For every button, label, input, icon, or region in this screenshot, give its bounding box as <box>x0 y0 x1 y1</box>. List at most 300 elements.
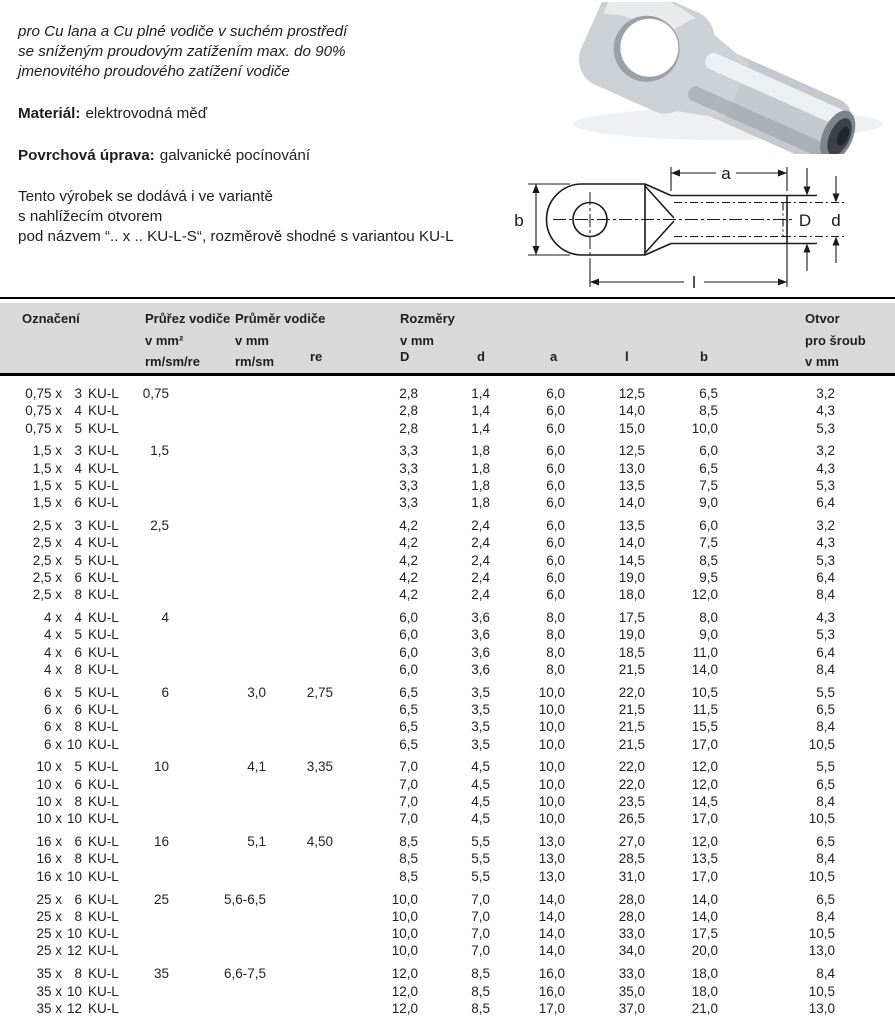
designation-number-cell: 5 <box>74 759 82 775</box>
designation-number-cell: 3 <box>74 518 82 534</box>
designation-number-cell: 8 <box>74 661 82 677</box>
designation-number-cell: 10 <box>66 983 82 999</box>
dim-l-cell: 22,0 <box>618 759 645 775</box>
dim-d-cell: 1,4 <box>471 386 490 401</box>
header-line: v mm <box>235 332 269 348</box>
dim-l-cell: 34,0 <box>618 943 645 959</box>
header-line: Otvor <box>805 311 840 326</box>
designation-number-cell: 8 <box>74 908 82 924</box>
diameter-rm-sm-cell <box>169 534 272 551</box>
dim-b-cell: 6,0 <box>699 518 718 534</box>
designation-suffix-cell: KU-L <box>88 644 119 660</box>
screw-hole-cell: 3,2 <box>816 518 835 534</box>
dimension-diagram <box>498 158 895 300</box>
dim-D-cell: 12,0 <box>391 966 418 982</box>
dim-D-cell: 7,0 <box>399 759 418 775</box>
designation-size-cell: 10 x <box>36 759 62 775</box>
dim-l-cell: 28,0 <box>618 891 645 907</box>
designation-number-cell: 8 <box>74 719 82 735</box>
table-row <box>0 833 895 850</box>
dim-a-cell: 6,0 <box>546 569 565 585</box>
dim-D-cell: 6,5 <box>399 719 418 735</box>
table-row <box>0 517 895 534</box>
diameter-rm-sm-cell: 4,1 <box>247 759 266 775</box>
diameter-re-cell <box>272 850 337 867</box>
designation-size-cell: 2,5 x <box>32 518 62 534</box>
dim-b-cell: 15,5 <box>691 719 718 735</box>
dim-a-cell: 14,0 <box>538 908 565 924</box>
designation-number-cell: 10 <box>66 736 82 752</box>
header-line: v mm <box>805 354 839 369</box>
row-group <box>0 517 895 603</box>
row-group <box>0 385 895 437</box>
designation-size-cell: 10 x <box>36 794 62 810</box>
designation-number-cell: 6 <box>74 569 82 585</box>
designation-size-cell: 6 x <box>43 736 62 752</box>
diameter-rm-sm-cell <box>169 477 272 494</box>
diameter-rm-sm-cell <box>169 644 272 661</box>
dim-a-cell: 16,0 <box>538 966 565 982</box>
dim-d-cell: 4,5 <box>471 811 490 827</box>
designation-suffix-cell: KU-L <box>88 736 119 752</box>
dim-a-cell: 6,0 <box>546 552 565 568</box>
screw-hole-cell: 10,5 <box>808 983 835 999</box>
dim-l-cell: 33,0 <box>618 966 645 982</box>
diameter-rm-sm-cell: 6,6-7,5 <box>223 966 266 982</box>
header-cross-section <box>145 308 230 373</box>
diameter-re-cell <box>272 942 337 959</box>
designation-size-cell: 16 x <box>36 868 62 884</box>
table-row <box>0 402 895 419</box>
screw-hole-cell: 3,2 <box>816 386 835 401</box>
dim-D-cell: 4,2 <box>399 518 418 534</box>
designation-suffix-cell: KU-L <box>88 926 119 942</box>
dim-a-cell: 6,0 <box>546 460 565 476</box>
table-row <box>0 534 895 551</box>
dim-d-cell: 7,0 <box>471 943 490 959</box>
screw-hole-cell: 5,3 <box>816 477 835 493</box>
designation-number-cell: 6 <box>74 702 82 718</box>
diameter-rm-sm-cell <box>169 701 272 718</box>
dim-d-cell: 1,4 <box>471 420 490 436</box>
diameter-rm-sm-cell: 3,0 <box>247 684 266 700</box>
cross-section-cell <box>140 942 169 959</box>
usage-note <box>18 22 347 82</box>
cross-section-cell <box>140 983 169 1000</box>
designation-number-cell: 5 <box>74 477 82 493</box>
table-row <box>0 644 895 661</box>
designation-suffix-cell: KU-L <box>88 868 119 884</box>
designation-suffix-cell: KU-L <box>88 569 119 585</box>
designation-size-cell: 1,5 x <box>32 495 62 511</box>
dim-D-cell: 10,0 <box>391 926 418 942</box>
designation-size-cell: 16 x <box>36 834 62 850</box>
designation-size-cell: 6 x <box>43 719 62 735</box>
dim-l-cell: 31,0 <box>618 868 645 884</box>
table-row <box>0 758 895 775</box>
dim-D-cell: 3,3 <box>399 443 418 459</box>
cross-section-cell: 16 <box>153 834 169 850</box>
variant-note-line: Tento výrobek se dodává i ve variantě <box>18 188 273 205</box>
dim-D-cell: 12,0 <box>391 983 418 999</box>
header-line: Rozměry <box>400 311 455 326</box>
dim-a-cell: 14,0 <box>538 926 565 942</box>
table-row <box>0 442 895 459</box>
dim-a-cell: 6,0 <box>546 495 565 511</box>
dim-d-cell: 2,4 <box>471 569 490 585</box>
dim-b-cell: 20,0 <box>691 943 718 959</box>
diameter-re-cell <box>272 736 337 753</box>
diameter-re-cell <box>272 552 337 569</box>
designation-suffix-cell: KU-L <box>88 834 119 850</box>
dim-a-cell: 8,0 <box>546 610 565 626</box>
dim-b-cell: 10,5 <box>691 684 718 700</box>
designation-number-cell: 6 <box>74 776 82 792</box>
cross-section-cell <box>140 477 169 494</box>
dim-b-cell: 7,5 <box>699 477 718 493</box>
header-dim-b: b <box>700 348 708 364</box>
dim-D-cell: 2,8 <box>399 420 418 436</box>
designation-suffix-cell: KU-L <box>88 661 119 677</box>
dim-d-cell: 7,0 <box>471 926 490 942</box>
dim-l-cell: 14,0 <box>618 495 645 511</box>
dim-a-cell: 6,0 <box>546 518 565 534</box>
dim-l-cell: 22,0 <box>618 776 645 792</box>
dim-a-cell: 6,0 <box>546 587 565 603</box>
dim-d-cell: 2,4 <box>471 587 490 603</box>
designation-suffix-cell: KU-L <box>88 943 119 959</box>
screw-hole-cell: 6,5 <box>816 776 835 792</box>
designation-suffix-cell: KU-L <box>88 552 119 568</box>
designation-suffix-cell: KU-L <box>88 719 119 735</box>
usage-note-line: jmenovitého proudového zatížení vodiče <box>18 63 290 80</box>
designation-number-cell: 5 <box>74 627 82 643</box>
cross-section-cell <box>140 736 169 753</box>
diameter-re-cell <box>272 661 337 678</box>
screw-hole-cell: 5,3 <box>816 627 835 643</box>
dim-d-cell: 3,5 <box>471 684 490 700</box>
screw-hole-cell: 5,3 <box>816 420 835 436</box>
dim-b-cell: 12,0 <box>691 834 718 850</box>
table-row <box>0 850 895 867</box>
screw-hole-cell: 5,5 <box>816 759 835 775</box>
table-row <box>0 626 895 643</box>
screw-hole-cell: 5,5 <box>816 684 835 700</box>
designation-number-cell: 5 <box>74 420 82 436</box>
designation-number-cell: 8 <box>74 851 82 867</box>
dim-d-cell: 1,8 <box>471 460 490 476</box>
dim-b-cell: 14,0 <box>691 891 718 907</box>
dim-label-d: d <box>831 211 841 230</box>
dim-a-cell: 6,0 <box>546 386 565 401</box>
dim-d-cell: 3,6 <box>471 627 490 643</box>
dim-D-cell: 8,5 <box>399 851 418 867</box>
designation-suffix-cell: KU-L <box>88 495 119 511</box>
dim-d-cell: 2,4 <box>471 535 490 551</box>
cross-section-cell <box>140 586 169 603</box>
diameter-rm-sm-cell <box>169 609 272 626</box>
dim-a-cell: 8,0 <box>546 661 565 677</box>
diameter-re-cell <box>272 965 337 982</box>
designation-suffix-cell: KU-L <box>88 518 119 534</box>
dim-D-cell: 6,5 <box>399 684 418 700</box>
table-row <box>0 477 895 494</box>
designation-suffix-cell: KU-L <box>88 1000 119 1016</box>
dim-b-cell: 9,5 <box>699 569 718 585</box>
designation-number-cell: 4 <box>74 535 82 551</box>
cross-section-cell <box>140 534 169 551</box>
diameter-rm-sm-cell <box>169 925 272 942</box>
surface-label: Povrchová úprava: <box>18 147 155 164</box>
dim-d-cell: 2,4 <box>471 552 490 568</box>
table-row <box>0 942 895 959</box>
diameter-re-cell: 4,50 <box>306 834 333 850</box>
dim-D-cell: 3,3 <box>399 495 418 511</box>
dim-b-cell: 8,0 <box>699 610 718 626</box>
dim-a-cell: 10,0 <box>538 811 565 827</box>
designation-number-cell: 10 <box>66 811 82 827</box>
dim-l-cell: 14,0 <box>618 403 645 419</box>
designation-size-cell: 35 x <box>36 1000 62 1016</box>
diameter-re-cell <box>272 402 337 419</box>
dim-d-cell: 4,5 <box>471 759 490 775</box>
diameter-re-cell <box>272 609 337 626</box>
dim-D-cell: 6,0 <box>399 644 418 660</box>
dim-d-cell: 1,8 <box>471 495 490 511</box>
cross-section-cell: 2,5 <box>150 518 169 534</box>
designation-size-cell: 1,5 x <box>32 443 62 459</box>
row-group <box>0 684 895 753</box>
diameter-re-cell <box>272 793 337 810</box>
screw-hole-cell: 8,4 <box>816 661 835 677</box>
cross-section-cell <box>140 626 169 643</box>
designation-number-cell: 5 <box>74 684 82 700</box>
designation-number-cell: 8 <box>74 794 82 810</box>
diameter-rm-sm-cell <box>169 776 272 793</box>
dim-l-cell: 37,0 <box>618 1000 645 1016</box>
screw-hole-cell: 3,2 <box>816 443 835 459</box>
diameter-rm-sm-cell <box>169 460 272 477</box>
diameter-rm-sm-cell <box>169 850 272 867</box>
designation-size-cell: 35 x <box>36 983 62 999</box>
dim-l-cell: 28,5 <box>618 851 645 867</box>
screw-hole-cell: 6,4 <box>816 495 835 511</box>
dim-l-cell: 21,5 <box>618 702 645 718</box>
usage-note-line: pro Cu lana a Cu plné vodiče v suchém prostředí <box>18 23 348 40</box>
diameter-rm-sm-cell <box>169 1000 272 1017</box>
dim-l-cell: 28,0 <box>618 908 645 924</box>
product-photo <box>548 2 893 154</box>
dim-a-cell: 14,0 <box>538 891 565 907</box>
designation-number-cell: 8 <box>74 966 82 982</box>
dim-l-cell: 35,0 <box>618 983 645 999</box>
diameter-re-cell <box>272 1000 337 1017</box>
cross-section-cell <box>140 569 169 586</box>
diameter-rm-sm-cell <box>169 661 272 678</box>
material-value: elektrovodná měď <box>85 105 208 122</box>
surface-value: galvanické pocínování <box>159 147 311 164</box>
designation-size-cell: 35 x <box>36 966 62 982</box>
screw-hole-cell: 10,5 <box>808 868 835 884</box>
screw-hole-cell: 8,4 <box>816 794 835 810</box>
table-row <box>0 609 895 626</box>
dim-b-cell: 10,0 <box>691 420 718 436</box>
dim-l-cell: 13,0 <box>618 460 645 476</box>
dim-l-cell: 17,5 <box>618 610 645 626</box>
dim-b-cell: 6,5 <box>699 460 718 476</box>
dim-D-cell: 3,3 <box>399 460 418 476</box>
material-line <box>18 105 207 122</box>
header-line: rm/sm <box>235 354 275 369</box>
table-row <box>0 1000 895 1017</box>
designation-number-cell: 6 <box>74 834 82 850</box>
dim-b-cell: 11,0 <box>692 644 718 660</box>
designation-suffix-cell: KU-L <box>88 420 119 436</box>
designation-suffix-cell: KU-L <box>88 627 119 643</box>
header-dim-d: d <box>477 348 485 364</box>
designation-suffix-cell: KU-L <box>88 702 119 718</box>
dim-D-cell: 4,2 <box>399 587 418 603</box>
cross-section-cell <box>140 420 169 437</box>
screw-hole-cell: 6,5 <box>816 891 835 907</box>
designation-suffix-cell: KU-L <box>88 477 119 493</box>
dim-d-cell: 8,5 <box>471 1000 490 1016</box>
designation-suffix-cell: KU-L <box>88 460 119 476</box>
screw-hole-cell: 6,4 <box>816 569 835 585</box>
dim-D-cell: 6,0 <box>399 627 418 643</box>
screw-hole-cell: 8,4 <box>816 851 835 867</box>
dim-l-cell: 14,5 <box>618 552 645 568</box>
header-line: rm/sm/re <box>145 354 200 369</box>
designation-number-cell: 4 <box>74 403 82 419</box>
table-row <box>0 908 895 925</box>
dim-d-cell: 4,5 <box>471 794 490 810</box>
header-dim-a: a <box>550 348 558 364</box>
diameter-re-cell <box>272 534 337 551</box>
diameter-re-cell <box>272 477 337 494</box>
table-row <box>0 736 895 753</box>
cross-section-cell <box>140 908 169 925</box>
designation-suffix-cell: KU-L <box>88 684 119 700</box>
designation-suffix-cell: KU-L <box>88 386 119 401</box>
diameter-re-cell <box>272 644 337 661</box>
dim-D-cell: 6,0 <box>399 661 418 677</box>
dim-a-cell: 10,0 <box>538 719 565 735</box>
designation-size-cell: 2,5 x <box>32 552 62 568</box>
diameter-rm-sm-cell: 5,1 <box>247 834 266 850</box>
dim-a-cell: 10,0 <box>538 736 565 752</box>
screw-hole-cell: 8,4 <box>816 719 835 735</box>
dim-a-cell: 10,0 <box>538 684 565 700</box>
dim-d-cell: 5,5 <box>471 868 490 884</box>
screw-hole-cell: 13,0 <box>808 943 835 959</box>
dim-d-cell: 8,5 <box>471 983 490 999</box>
screw-hole-cell: 4,3 <box>816 535 835 551</box>
designation-size-cell: 2,5 x <box>32 569 62 585</box>
dim-b-cell: 17,0 <box>691 868 718 884</box>
dim-d-cell: 1,8 <box>471 443 490 459</box>
table-row <box>0 718 895 735</box>
dim-D-cell: 6,0 <box>399 610 418 626</box>
cross-section-cell <box>140 793 169 810</box>
table-row <box>0 793 895 810</box>
dim-b-cell: 17,5 <box>691 926 718 942</box>
designation-size-cell: 1,5 x <box>32 460 62 476</box>
diameter-re-cell <box>272 586 337 603</box>
dim-l-cell: 19,0 <box>618 627 645 643</box>
designation-number-cell: 3 <box>74 443 82 459</box>
designation-number-cell: 10 <box>66 926 82 942</box>
dim-l-cell: 13,5 <box>618 477 645 493</box>
dim-b-cell: 9,0 <box>699 627 718 643</box>
designation-suffix-cell: KU-L <box>88 610 119 626</box>
designation-size-cell: 10 x <box>36 776 62 792</box>
designation-suffix-cell: KU-L <box>88 535 119 551</box>
dim-D-cell: 12,0 <box>391 1000 418 1016</box>
designation-size-cell: 25 x <box>36 908 62 924</box>
dim-D-cell: 8,5 <box>399 868 418 884</box>
dim-b-cell: 18,0 <box>691 966 718 982</box>
diameter-rm-sm-cell <box>169 385 272 402</box>
diameter-re-cell <box>272 626 337 643</box>
diameter-re-cell: 2,75 <box>306 684 333 700</box>
dim-label-l: l <box>692 273 696 292</box>
dim-D-cell: 3,3 <box>399 477 418 493</box>
diameter-rm-sm-cell <box>169 552 272 569</box>
screw-hole-cell: 10,5 <box>808 736 835 752</box>
row-group <box>0 833 895 885</box>
dim-D-cell: 6,5 <box>399 736 418 752</box>
designation-number-cell: 12 <box>66 1000 82 1016</box>
dim-l-cell: 13,5 <box>618 518 645 534</box>
designation-suffix-cell: KU-L <box>88 403 119 419</box>
dim-a-cell: 8,0 <box>546 644 565 660</box>
screw-hole-cell: 13,0 <box>808 1000 835 1016</box>
variant-note-line: pod názvem “.. x .. KU-L-S“, rozměrově shodné s variantou KU-L <box>18 228 454 245</box>
table-row <box>0 569 895 586</box>
dim-l-cell: 14,0 <box>618 535 645 551</box>
cross-section-cell <box>140 494 169 511</box>
diameter-re-cell <box>272 810 337 827</box>
dim-a-cell: 10,0 <box>538 794 565 810</box>
diameter-re-cell <box>272 983 337 1000</box>
designation-number-cell: 12 <box>66 943 82 959</box>
designation-size-cell: 16 x <box>36 851 62 867</box>
header-line: Průměr vodiče <box>235 311 326 326</box>
designation-suffix-cell: KU-L <box>88 966 119 982</box>
dim-D-cell: 4,2 <box>399 552 418 568</box>
screw-hole-cell: 10,5 <box>808 926 835 942</box>
dim-D-cell: 7,0 <box>399 776 418 792</box>
designation-number-cell: 4 <box>74 460 82 476</box>
dim-D-cell: 6,5 <box>399 702 418 718</box>
diameter-re-cell <box>272 718 337 735</box>
designation-size-cell: 1,5 x <box>32 477 62 493</box>
dim-l-cell: 12,5 <box>618 386 645 401</box>
designation-size-cell: 4 x <box>43 627 62 643</box>
dim-b-cell: 8,5 <box>699 403 718 419</box>
diameter-rm-sm-cell <box>169 569 272 586</box>
dim-d-cell: 8,5 <box>471 966 490 982</box>
dim-l-cell: 15,0 <box>618 420 645 436</box>
table-row <box>0 460 895 477</box>
designation-size-cell: 25 x <box>36 943 62 959</box>
table-top-rule <box>0 297 895 299</box>
designation-size-cell: 0,75 x <box>25 403 62 419</box>
diameter-rm-sm-cell <box>169 442 272 459</box>
designation-suffix-cell: KU-L <box>88 759 119 775</box>
screw-hole-cell: 5,3 <box>816 552 835 568</box>
